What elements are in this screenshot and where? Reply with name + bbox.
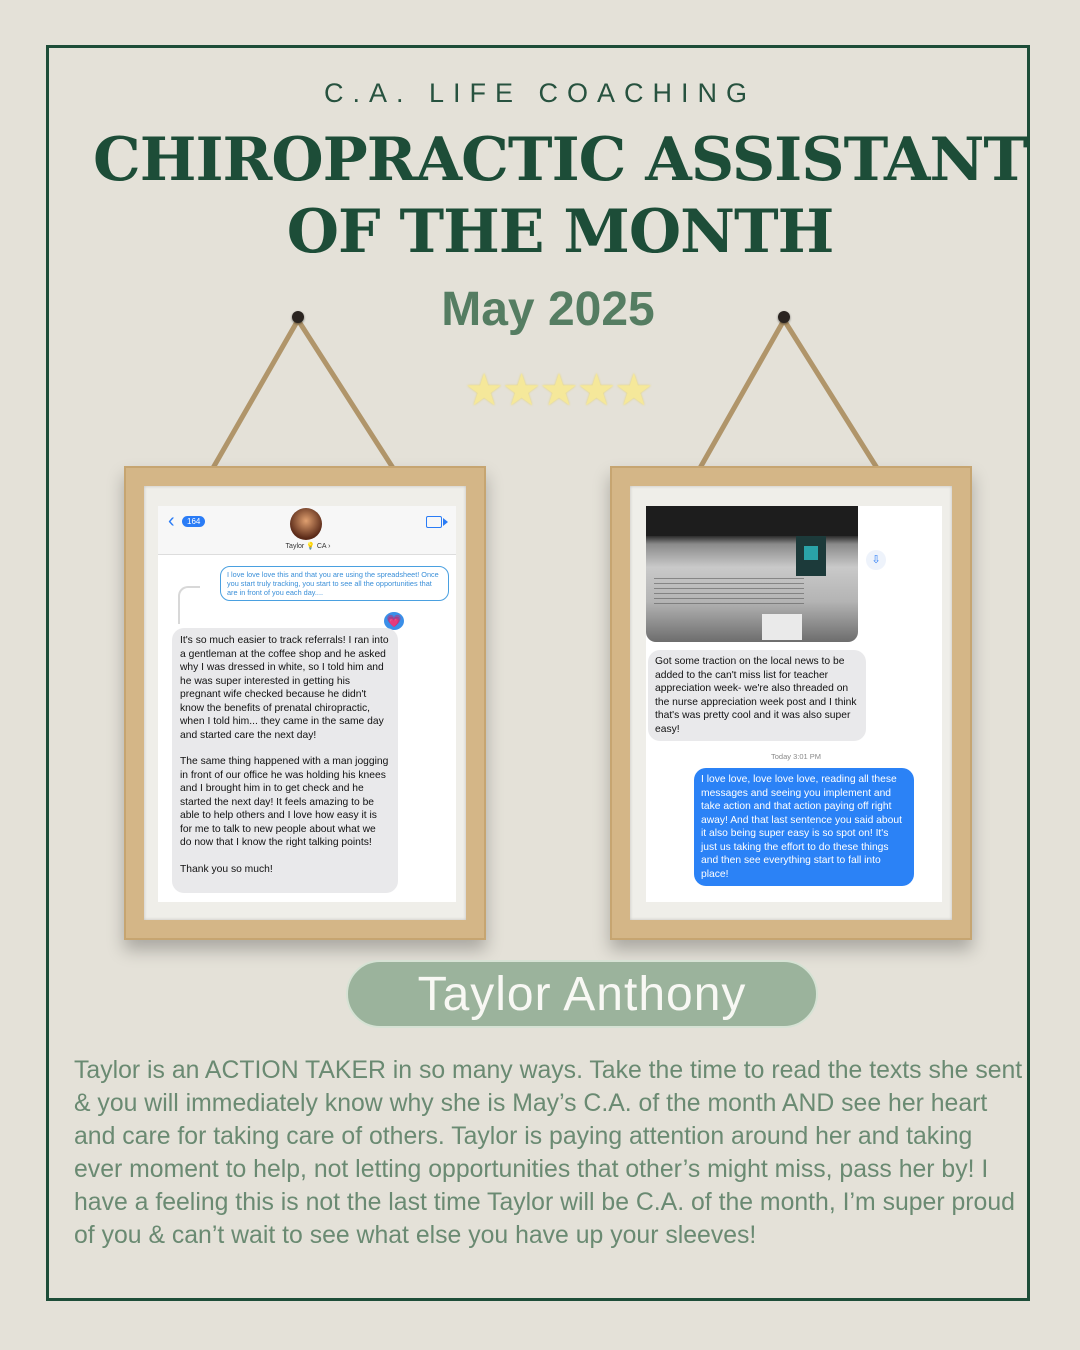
video-call-icon <box>426 516 442 528</box>
news-screen-photo <box>646 506 858 642</box>
received-message-bubble: Got some traction on the local news to be added to the can't miss list for teacher appreciation week- we're also threaded on the nurse appreciation week post and I think that's was pretty cool and it was also super easy! <box>648 650 866 741</box>
text-screenshot-left <box>158 506 456 902</box>
reply-thread-line <box>178 586 200 624</box>
title-line-1: CHIROPRACTIC ASSISTANT <box>93 125 1027 195</box>
share-icon[interactable]: ⇩ <box>866 550 886 570</box>
avatar <box>290 508 322 540</box>
brand-name: C.A. LIFE COACHING <box>323 78 757 108</box>
message-paragraph: Thank you so much! <box>180 863 273 875</box>
chevron-left-icon: ‹ <box>168 510 175 532</box>
nail-right <box>778 311 790 323</box>
message-paragraph: It's so much easier to track referrals! I ran into a gentleman at the coffee shop and he asked why I was dressed in white, so I told him and he was super interested in getting his pregnant wife checked because he didn't know the benefits of prenatal chiropractic, when I told him... they came in the same day and started care the next day! <box>180 635 389 741</box>
unread-badge: 164 <box>182 516 205 527</box>
award-month: May 2025 <box>441 283 655 336</box>
sent-message-bubble: I love love, love love love, reading all these messages and seeing you implement and take action and that action paying off right away! And that last sentence you said about it also being super easy is so spot on! It's just us taking the effort to do these things and then see everything start to fall into place! <box>694 768 914 886</box>
picture-frame-left <box>124 466 486 940</box>
conversation-header <box>158 506 456 555</box>
quoted-message: I love love love this and that you are using the spreadsheet! Once you start truly tracking, you start to see all the opportunities that are in front of you each day.... <box>220 566 449 601</box>
nail-left <box>292 311 304 323</box>
message-timestamp: Today 3:01 PM <box>770 752 822 761</box>
received-message-bubble <box>172 628 398 893</box>
contact-name: Taylor 💡 CA › <box>285 543 331 550</box>
text-screenshot-right <box>646 506 942 902</box>
star-rating: ★★★★★ <box>464 366 652 415</box>
message-paragraph: The same thing happened with a man jogging in front of our office he was holding his knees and I brought him in to get check and he started the next day! It feels amazing to be able to help others and I love how easy it is for me to talk to new people about what we do now that I know the right talking points! <box>180 756 389 848</box>
heart-reaction-icon: 💗 <box>384 612 404 630</box>
picture-frame-right <box>610 466 972 940</box>
honoree-name-badge: Taylor Anthony <box>346 960 818 1028</box>
title-line-2: OF THE MONTH <box>286 197 834 267</box>
award-description: Taylor is an ACTION TAKER in so many ways. Take the time to read the texts she sent & you will immediately know why she is May’s C.A. of the month AND see her heart and care for taking care of others. Taylor is paying attention around her and taking ever moment to help, not letting opportunities that other’s might miss, pass her by! I have a feeling this is not the last time Taylor will be C.A. of the month, I’m super proud of you & can’t wait to see what else you have up your sleeves! <box>74 1057 1023 1249</box>
